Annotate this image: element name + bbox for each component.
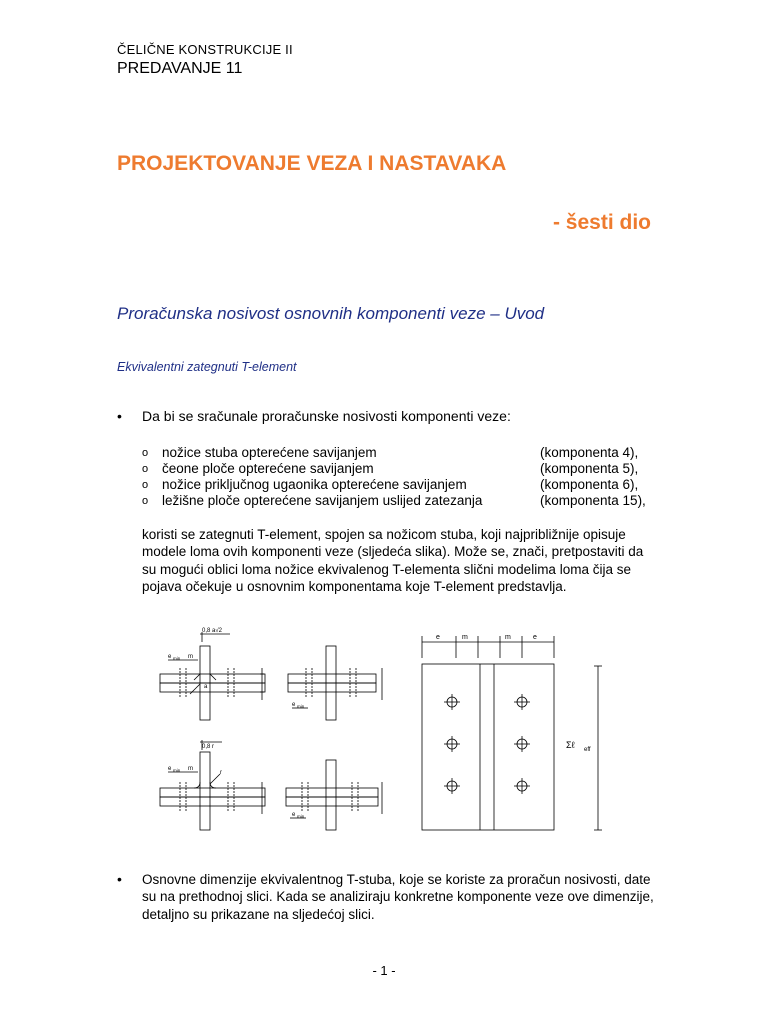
dim-label-emin: e: [168, 654, 172, 660]
dim-label-m-right: m: [505, 634, 511, 641]
dim-label-08a2: 0,8 a√2: [202, 628, 222, 634]
page-subtitle: - šesti dio: [552, 211, 651, 234]
t-stub-plan-view: [422, 636, 602, 830]
subsection-heading: Ekvivalentni zategnuti T-element: [117, 360, 297, 374]
dim-label-emin-sub-3: min: [173, 768, 181, 773]
list-item: [142, 493, 662, 509]
bullet-mark: •: [117, 408, 122, 424]
list-item-text: ležišne ploče opterećene savijanjem uslijed zatezanja: [162, 493, 483, 508]
list-marker: o: [142, 447, 149, 459]
t-element-figure: [150, 622, 660, 842]
bullet-mark: •: [117, 871, 122, 887]
list-item-component: (komponenta 4),: [540, 445, 639, 460]
dim-label-m: m: [188, 654, 193, 660]
page-number: - 1 -: [372, 963, 396, 978]
dim-label-08r: 0,8 r: [202, 744, 215, 750]
course-header: ČELIČNE KONSTRUKCIJE II: [117, 42, 293, 57]
section-heading: Proračunska nosivost osnovnih komponenti veze – Uvod: [117, 304, 545, 323]
list-item: [142, 477, 662, 493]
t-stub-welded-diagram: [160, 632, 265, 720]
list-marker: o: [142, 463, 149, 475]
list-item: [142, 461, 662, 477]
dim-label-emin-2: e: [292, 702, 296, 708]
dim-label-emin-sub-2: min: [297, 704, 305, 709]
dim-label-m-left: m: [462, 634, 468, 641]
list-item: [142, 445, 662, 461]
dim-label-leff-sub: eff: [584, 747, 591, 753]
lecture-header: PREDAVANJE 11: [117, 60, 243, 77]
list-item-component: (komponenta 15),: [540, 493, 646, 508]
dim-label-e-left: e: [436, 634, 440, 641]
dim-label-leff: Σℓ: [566, 740, 575, 750]
dim-label-emin-sub: min: [173, 656, 181, 661]
list-marker: o: [142, 479, 149, 491]
list-item-component: (komponenta 5),: [540, 461, 639, 476]
dim-label-a: a: [204, 684, 208, 690]
paragraph: Osnovne dimenzije ekvivalentnog T-stuba, koje se koriste za proračun nosivosti, date su na prethodnoj slici. Kada se analiziraju konkretne komponente veze ove dimenzije, detaljno su prikazane na sljedećoj slici.: [142, 872, 654, 922]
t-stub-rolled-diagram: [160, 740, 265, 830]
dim-label-m-2: m: [188, 766, 193, 772]
bullet-text: Da bi se sračunale proračunske nosivosti komponenti veze:: [142, 408, 511, 424]
list-item-text: nožice stuba opterećene savijanjem: [162, 445, 377, 460]
dim-label-r: r: [220, 770, 222, 776]
dim-label-e-right: e: [533, 634, 537, 641]
page-title: PROJEKTOVANJE VEZA I NASTAVAKA: [117, 152, 507, 175]
component-list: [142, 445, 662, 509]
dim-label-emin-3: e: [168, 766, 172, 772]
paragraph: koristi se zategnuti T-element, spojen sa nožicom stuba, koji najpribližnije opisuje modele loma ovih komponenti veze (sljedeća slika). Može se, znači, pretpostaviti da su mogući oblici loma nožice ekvivalenog T-elementa slični modelima loma čija se pojava očekuje u osnovnim komponentama koje T-element predstavlja.: [142, 527, 644, 594]
list-marker: o: [142, 495, 149, 507]
list-item-component: (komponenta 6),: [540, 477, 639, 492]
list-item-text: nožice priključnog ugaonika opterećene savijanjem: [162, 477, 467, 492]
list-item-text: čeone ploče opterećene savijanjem: [162, 461, 374, 476]
dim-label-emin-sub-4: min: [297, 814, 305, 819]
dim-label-emin-4: e: [292, 812, 296, 818]
t-stub-endplate-diagram: [286, 760, 382, 830]
